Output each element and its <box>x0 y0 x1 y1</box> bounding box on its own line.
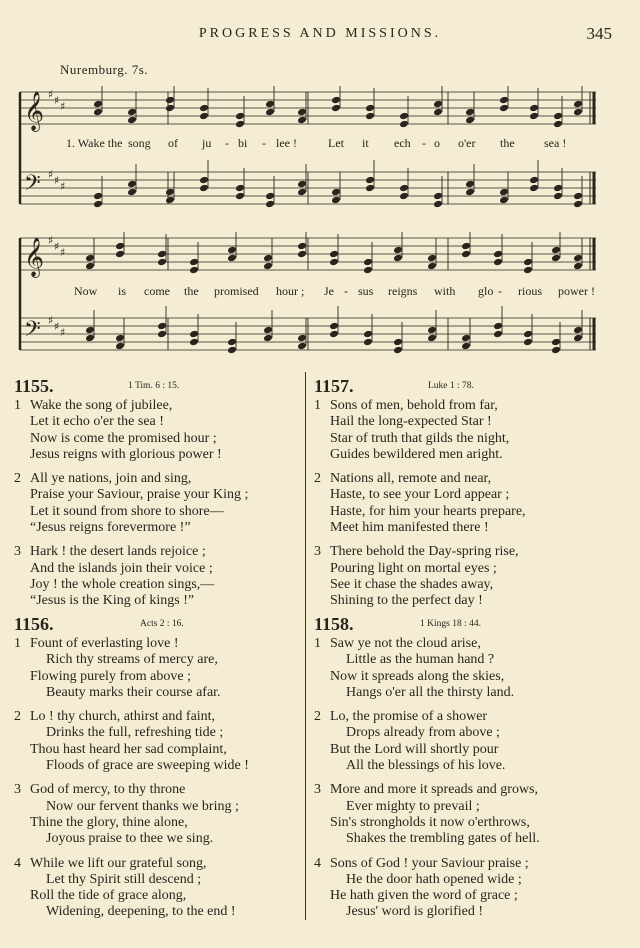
note-head <box>493 330 503 339</box>
lyric-syllable: - <box>344 284 348 298</box>
verse-line: God of mercy, to thy throne <box>30 782 186 798</box>
lyric-syllable: Je <box>324 284 334 298</box>
verse-line: More and more it spreads and grows, <box>330 782 539 798</box>
hymn-1158 <box>314 614 626 929</box>
stanza-number: 4 <box>14 855 21 871</box>
stanza <box>14 856 296 921</box>
verse-line: Let thy Spirit still descend ; <box>46 871 202 887</box>
verse-line: Flowing purely from above ; <box>30 668 191 684</box>
sharp-icon: ♯ <box>60 326 66 339</box>
stanza-number: 3 <box>314 782 321 798</box>
lyric-syllable: - <box>225 136 229 150</box>
note-head <box>493 322 503 331</box>
hymn-number: 1156. <box>14 614 54 634</box>
note-head <box>115 242 125 251</box>
note-head <box>465 116 475 125</box>
verse-line: Roll the tide of grace along, <box>30 888 187 904</box>
lyric-syllable: ju <box>202 136 212 150</box>
note-head <box>573 334 583 343</box>
verse-line: Hail the long-expected Star ! <box>330 414 492 430</box>
note-head <box>235 184 245 193</box>
verse-line: Sin's strongholds it now o'erthrows, <box>330 814 530 830</box>
note-head <box>365 112 375 121</box>
stanza <box>314 398 626 463</box>
note-head <box>127 108 137 117</box>
note-head <box>399 184 409 193</box>
note-head <box>573 326 583 335</box>
verse-line: Pouring light on mortal eyes ; <box>330 560 497 576</box>
lyric-syllable: the <box>184 284 199 298</box>
stanza <box>314 636 626 701</box>
note-head <box>297 342 307 351</box>
note-head <box>465 108 475 117</box>
hymn-number: 1158. <box>314 614 354 634</box>
note-head <box>329 330 339 339</box>
stanza-number: 4 <box>314 855 321 871</box>
note-head <box>393 346 403 355</box>
sharp-icon: ♯ <box>54 94 60 107</box>
stanza-number: 1 <box>14 636 21 651</box>
stanza <box>14 636 296 701</box>
lyric-syllable: come <box>144 284 170 298</box>
verse-line: See it chase the shades away, <box>330 576 494 592</box>
stanza <box>14 471 296 536</box>
note-head <box>189 338 199 347</box>
verse-line: Star of truth that gilds the night, <box>330 430 510 446</box>
lyric-syllable: Now <box>74 284 98 298</box>
verse-line: Drops already from above ; <box>346 725 500 741</box>
note-head <box>297 180 307 189</box>
sharp-icon: ♯ <box>54 320 60 333</box>
verse-line: Haste, for him your hearts prepare, <box>330 503 526 519</box>
verse-line: Sons of God ! your Saviour praise ; <box>330 855 529 871</box>
note-head <box>199 112 209 121</box>
note-head <box>297 188 307 197</box>
lyric-syllable: glo <box>478 284 494 298</box>
verse-line: Ever mighty to prevail ; <box>346 798 480 814</box>
stanza-number: 1 <box>14 398 21 413</box>
note-head <box>331 188 341 197</box>
lyric-syllable: o'er <box>458 136 476 150</box>
note-head <box>365 104 375 113</box>
lyric-syllable: - <box>262 136 266 150</box>
verse-line: “Jesus reigns forevermore !” <box>30 520 191 536</box>
verse-line: Thou hast heard her sad complaint, <box>30 741 227 757</box>
note-head <box>499 96 509 105</box>
note-head <box>551 246 561 255</box>
note-head <box>157 322 167 331</box>
note-head <box>363 266 373 275</box>
scripture-reference: 1 Kings 18 : 44. <box>420 619 481 629</box>
note-head <box>499 196 509 205</box>
note-head <box>127 180 137 189</box>
verse-line: There behold the Day-spring rise, <box>330 544 519 560</box>
stanza-number: 2 <box>14 471 21 487</box>
verse-line: Guides bewildered men aright. <box>330 446 503 462</box>
bass-clef-icon: 𝄢 <box>24 171 41 201</box>
note-head <box>157 330 167 339</box>
note-head <box>573 100 583 109</box>
stanza-number: 2 <box>314 471 321 487</box>
verse-line: Let it echo o'er the sea ! <box>30 414 164 430</box>
verse-line: Now our fervent thanks we bring ; <box>46 798 239 814</box>
note-head <box>115 250 125 259</box>
note-head <box>433 192 443 201</box>
note-head <box>93 100 103 109</box>
note-head <box>433 100 443 109</box>
note-head <box>263 254 273 263</box>
verse-line: All ye nations, join and sing, <box>30 471 192 487</box>
note-head <box>523 258 533 267</box>
note-head <box>165 196 175 205</box>
note-head <box>499 104 509 113</box>
lyric-syllable: 1. Wake the <box>66 136 123 150</box>
sharp-icon: ♯ <box>48 314 54 327</box>
lyric-syllable: ech <box>394 136 411 150</box>
sharp-icon: ♯ <box>48 88 54 101</box>
sharp-icon: ♯ <box>54 240 60 253</box>
note-head <box>427 254 437 263</box>
verse-line: All the blessings of his love. <box>346 758 506 774</box>
verse-line: And the islands join their voice ; <box>30 560 213 576</box>
note-head <box>199 104 209 113</box>
verse-line: Drinks the full, refreshing tide ; <box>46 725 224 741</box>
stanza <box>314 782 626 847</box>
note-head <box>493 258 503 267</box>
verse-line: Hark ! the desert lands rejoice ; <box>30 544 206 560</box>
sharp-icon: ♯ <box>60 100 66 113</box>
verse-line: He hath given the word of grace ; <box>330 888 518 904</box>
verse-line: Joy ! the whole creation sings,— <box>30 576 215 592</box>
note-head <box>93 200 103 209</box>
verse-line: Widening, deepening, to the end ! <box>46 904 236 920</box>
note-head <box>363 258 373 267</box>
hymn-1157 <box>314 376 626 618</box>
verse-line: Fount of everlasting love ! <box>30 636 179 651</box>
sharp-icon: ♯ <box>48 234 54 247</box>
note-head <box>165 96 175 105</box>
note-head <box>297 250 307 259</box>
lyric-syllable: sus <box>358 284 374 298</box>
note-head <box>553 184 563 193</box>
music-system-1 <box>18 86 598 212</box>
note-head <box>551 338 561 347</box>
verse-line: Shining to the perfect day ! <box>330 593 483 609</box>
note-head <box>427 334 437 343</box>
note-head <box>393 254 403 263</box>
note-head <box>263 326 273 335</box>
lyric-syllable: song <box>128 136 151 150</box>
note-head <box>461 334 471 343</box>
note-head <box>427 262 437 271</box>
verse-line: Lo ! thy church, athirst and faint, <box>30 709 216 725</box>
note-head <box>115 342 125 351</box>
note-head <box>199 184 209 193</box>
stanza-number: 2 <box>314 709 321 725</box>
note-head <box>573 254 583 263</box>
note-head <box>365 184 375 193</box>
note-head <box>493 250 503 259</box>
verse-line: “Jesus is the King of kings !” <box>30 593 195 609</box>
lyric-syllable: sea ! <box>544 136 567 150</box>
verse-line: Praise your Saviour, praise your King ; <box>30 487 249 503</box>
stanza <box>14 709 296 774</box>
note-head <box>265 100 275 109</box>
music-system-2 <box>18 232 598 358</box>
note-head <box>189 258 199 267</box>
stanza-number: 1 <box>314 636 321 651</box>
scripture-reference: Luke 1 : 78. <box>428 381 474 391</box>
stanza <box>314 856 626 921</box>
lyric-syllable: power ! <box>558 284 595 298</box>
verse-line: Rich thy streams of mercy are, <box>46 652 218 668</box>
note-head <box>529 104 539 113</box>
note-head <box>227 254 237 263</box>
note-head <box>553 112 563 121</box>
verse-line: Little as the human hand ? <box>346 652 495 668</box>
note-head <box>297 334 307 343</box>
note-head <box>329 258 339 267</box>
note-head <box>553 192 563 201</box>
note-head <box>93 192 103 201</box>
page-number: 345 <box>586 24 612 43</box>
note-head <box>297 116 307 125</box>
note-head <box>331 96 341 105</box>
note-head <box>331 104 341 113</box>
note-head <box>465 188 475 197</box>
tune-name: Nuremburg. 7s. <box>60 62 149 77</box>
verse-line: Joyous praise to thee we sing. <box>46 831 214 847</box>
note-head <box>115 334 125 343</box>
note-head <box>551 254 561 263</box>
note-head <box>553 120 563 129</box>
scripture-reference: 1 Tim. 6 : 15. <box>128 381 180 391</box>
note-head <box>529 176 539 185</box>
lyric-syllable: it <box>362 136 369 150</box>
note-head <box>523 338 533 347</box>
note-head <box>265 200 275 209</box>
note-head <box>85 262 95 271</box>
note-head <box>393 246 403 255</box>
verse-line: Saw ye not the cloud arise, <box>330 636 481 651</box>
note-head <box>263 262 273 271</box>
note-head <box>235 120 245 129</box>
stanza <box>14 398 296 463</box>
lyric-syllable: o <box>434 136 440 150</box>
note-head <box>189 266 199 275</box>
note-head <box>393 338 403 347</box>
note-head <box>189 330 199 339</box>
note-head <box>461 342 471 351</box>
note-head <box>573 108 583 117</box>
sharp-icon: ♯ <box>60 246 66 259</box>
verse-line: While we lift our grateful song, <box>30 855 207 871</box>
stanza <box>314 471 626 536</box>
verse-line: Now is come the promised hour ; <box>30 430 217 446</box>
stanza-number: 3 <box>14 782 21 798</box>
stanza-number: 1 <box>314 398 321 413</box>
note-head <box>329 250 339 259</box>
note-head <box>165 188 175 197</box>
hymn-1155 <box>14 376 296 618</box>
note-head <box>297 242 307 251</box>
verse-line: Wake the song of jubilee, <box>30 398 173 413</box>
verse-line: Meet him manifested there ! <box>330 520 489 536</box>
verse-line: Thine the glory, thine alone, <box>30 814 188 830</box>
note-head <box>263 334 273 343</box>
note-head <box>235 112 245 121</box>
note-head <box>365 176 375 185</box>
lyric-syllable: - <box>498 284 502 298</box>
note-head <box>85 254 95 263</box>
note-head <box>199 176 209 185</box>
stanza <box>14 782 296 847</box>
sharp-icon: ♯ <box>60 180 66 193</box>
lyric-syllable: with <box>434 284 456 298</box>
verse-line: Beauty marks their course afar. <box>46 684 221 700</box>
verse-line: Shakes the trembling gates of hell. <box>346 831 540 847</box>
note-head <box>499 188 509 197</box>
note-head <box>427 326 437 335</box>
verse-line: But the Lord will shortly pour <box>330 741 499 757</box>
verse-line: Nations all, remote and near, <box>330 471 492 487</box>
hymn-1156 <box>14 614 296 929</box>
verse-line: Haste, to see your Lord appear ; <box>330 487 510 503</box>
note-head <box>85 326 95 335</box>
note-head <box>297 108 307 117</box>
note-head <box>551 346 561 355</box>
note-head <box>227 346 237 355</box>
note-head <box>127 116 137 125</box>
lyrics-line-1 <box>18 136 598 152</box>
note-head <box>165 104 175 113</box>
lyric-syllable: Let <box>328 136 344 150</box>
stanza <box>314 709 626 774</box>
note-head <box>529 112 539 121</box>
note-head <box>157 250 167 259</box>
note-head <box>265 108 275 117</box>
note-head <box>461 250 471 259</box>
verse-line: Sons of men, behold from far, <box>330 398 498 413</box>
note-head <box>399 192 409 201</box>
note-head <box>433 108 443 117</box>
note-head <box>331 196 341 205</box>
stanza <box>314 544 626 609</box>
stanza <box>14 544 296 609</box>
note-head <box>227 246 237 255</box>
note-head <box>265 192 275 201</box>
verse-line: Jesus' word is glorified ! <box>346 904 484 920</box>
verse-line: He the door hath opened wide ; <box>346 871 522 887</box>
lyric-syllable: rious <box>518 284 542 298</box>
note-head <box>433 200 443 209</box>
running-header: PROGRESS AND MISSIONS. <box>198 26 442 41</box>
sharp-icon: ♯ <box>48 168 54 181</box>
verse-line: Lo, the promise of a shower <box>330 709 488 725</box>
note-head <box>235 192 245 201</box>
lyric-syllable: - <box>422 136 426 150</box>
lyric-syllable: lee ! <box>276 136 297 150</box>
lyrics-line-2 <box>18 284 598 300</box>
note-head <box>399 112 409 121</box>
note-head <box>573 200 583 209</box>
note-head <box>399 120 409 129</box>
lyric-syllable: reigns <box>388 284 418 298</box>
note-head <box>93 108 103 117</box>
note-head <box>529 184 539 193</box>
note-head <box>573 262 583 271</box>
note-head <box>461 242 471 251</box>
verse-line: Hangs o'er all the thirsty land. <box>346 684 515 700</box>
lyric-syllable: is <box>118 284 127 298</box>
hymn-number: 1155. <box>14 376 54 396</box>
note-head <box>465 180 475 189</box>
stanza-number: 3 <box>14 544 21 560</box>
lyric-syllable: the <box>500 136 515 150</box>
verse-line: Now it spreads along the skies, <box>330 668 505 684</box>
note-head <box>329 322 339 331</box>
note-head <box>85 334 95 343</box>
hymn-number: 1157. <box>314 376 354 396</box>
lyric-syllable: promised <box>214 284 259 298</box>
note-head <box>157 258 167 267</box>
bass-clef-icon: 𝄢 <box>24 317 41 347</box>
note-head <box>363 338 373 347</box>
treble-clef-icon: 𝄞 <box>24 91 45 131</box>
scripture-reference: Acts 2 : 16. <box>140 619 184 629</box>
treble-clef-icon: 𝄞 <box>24 237 45 277</box>
stanza-number: 2 <box>14 709 21 725</box>
verse-line: Let it sound from shore to shore— <box>30 503 224 519</box>
verse-line: Floods of grace are sweeping wide ! <box>46 758 249 774</box>
lyric-syllable: of <box>168 136 178 150</box>
lyric-syllable: bi <box>238 136 248 150</box>
note-head <box>127 188 137 197</box>
sharp-icon: ♯ <box>54 174 60 187</box>
note-head <box>227 338 237 347</box>
lyric-syllable: hour ; <box>276 284 305 298</box>
note-head <box>523 266 533 275</box>
verse-line: Jesus reigns with glorious power ! <box>30 446 222 462</box>
note-head <box>523 330 533 339</box>
note-head <box>363 330 373 339</box>
note-head <box>573 192 583 201</box>
stanza-number: 3 <box>314 544 321 560</box>
